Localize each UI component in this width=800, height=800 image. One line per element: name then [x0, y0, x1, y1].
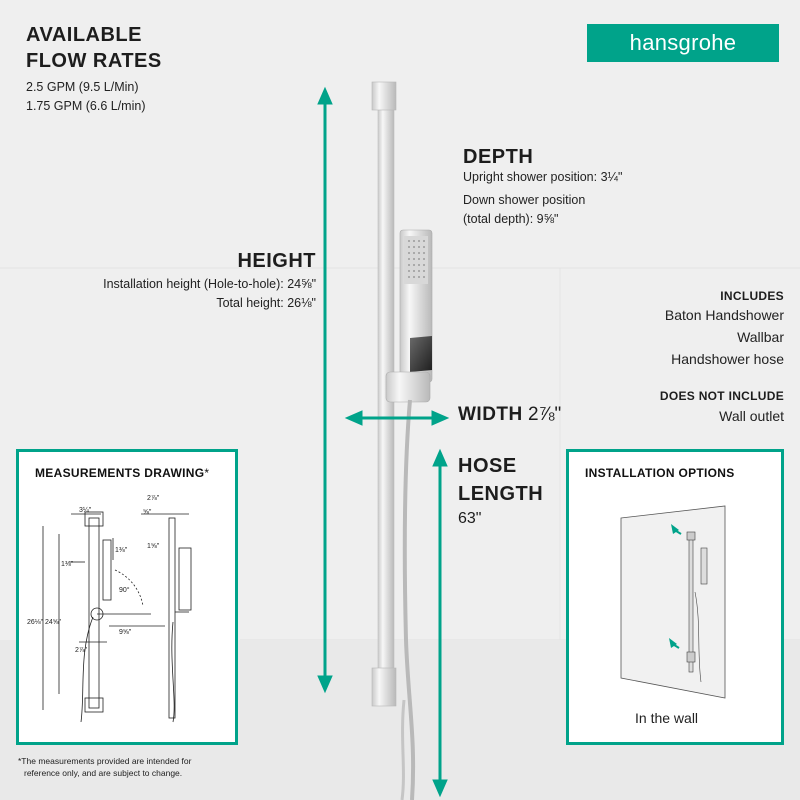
dim-install-height: 24⅝" [45, 619, 62, 626]
measurements-footnote-line1: *The measurements provided are intended for [18, 756, 192, 766]
height-installation: Installation height (Hole-to-hole): 24⅝" [103, 277, 316, 291]
not-included-item-wall-outlet: Wall outlet [719, 408, 784, 424]
dim-mid-1-3-8: 1⅜" [115, 547, 128, 554]
installation-title: INSTALLATION OPTIONS [585, 466, 735, 480]
depth-upright: Upright shower position: 3¼" [463, 170, 623, 184]
includes-title: INCLUDES [720, 289, 784, 303]
dim-reach: 9⅝" [119, 629, 132, 636]
installation-option-label: In the wall [635, 710, 699, 726]
dim-left-1-3-8: 1⅜" [61, 561, 74, 568]
depth-down-line1: Down shower position [463, 193, 586, 207]
dim-top-width: 3¼" [79, 507, 92, 514]
not-included-title: DOES NOT INCLUDE [659, 389, 784, 403]
dim-bottom: 2⅞" [75, 647, 88, 654]
dim-side-width: 2⅞" [147, 495, 160, 502]
measurements-asterisk: * [204, 466, 210, 480]
height-total: Total height: 26⅛" [216, 296, 316, 310]
flow-rate-2: 1.75 GPM (6.6 L/min) [26, 99, 146, 113]
width-label [458, 404, 561, 426]
includes-item-hose: Handshower hose [671, 351, 784, 367]
flow-rates-title-line2: FLOW RATES [26, 50, 162, 72]
brand-logo: hansgrohe [587, 24, 779, 62]
installation-panel [566, 449, 784, 745]
hose-length-value: 63" [458, 510, 482, 527]
dim-small-5-8: ⅝" [143, 509, 152, 516]
includes-item-wallbar: Wallbar [737, 329, 784, 345]
measurements-title-text: MEASUREMENTS DRAWING [35, 466, 205, 480]
width-value: 2⅞" [528, 404, 562, 425]
dim-side-1-5-8: 1⅝" [147, 543, 160, 550]
flow-rates-title [26, 22, 246, 74]
dim-total-height: 26⅛" [27, 619, 44, 626]
measurements-panel [16, 449, 238, 745]
height-title: HEIGHT [237, 250, 316, 272]
flow-rates-title-line1: AVAILABLE [26, 24, 142, 46]
hose-title-line2: LENGTH [458, 483, 544, 505]
dim-angle: 90° [119, 587, 130, 594]
depth-down-line2: (total depth): 9⅝" [463, 212, 559, 226]
width-title: WIDTH [458, 404, 523, 425]
depth-title: DEPTH [463, 146, 534, 168]
measurements-drawing [19, 452, 235, 742]
measurements-footnote-line2: reference only, and are subject to change. [24, 768, 183, 778]
hose-length-title [458, 452, 568, 508]
hose-title-line1: HOSE [458, 455, 517, 477]
includes-item-handshower: Baton Handshower [664, 307, 784, 323]
flow-rate-1: 2.5 GPM (9.5 L/Min) [26, 80, 139, 94]
installation-drawing [569, 452, 781, 742]
